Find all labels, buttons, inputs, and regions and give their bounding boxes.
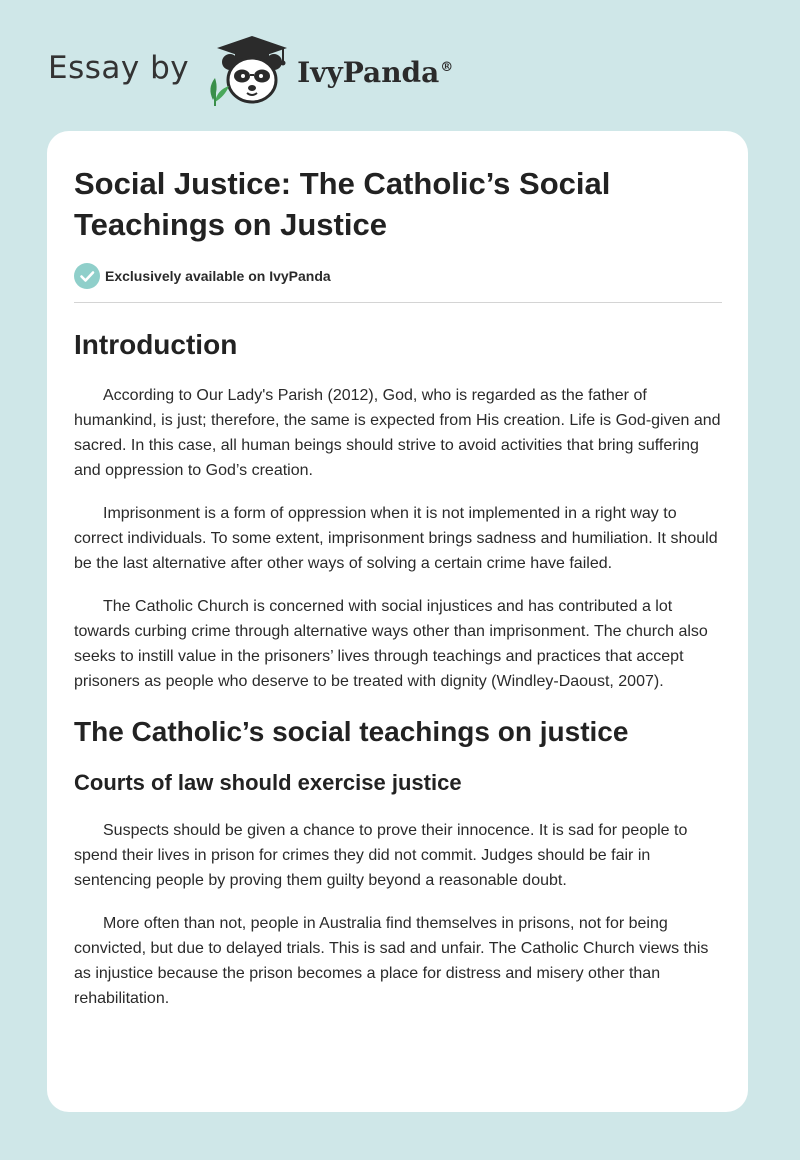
paragraph: Imprisonment is a form of oppression when it is not implemented in a right way to correct individuals. To some extent, imprisonment brings sadness and humiliation. It should be the last alternative after other ways of solving a certain crime have failed. — [74, 505, 718, 572]
paragraph: The Catholic Church is concerned with social injustices and has contributed a lot towards curbing crime through alternative ways other than imprisonment. The church also seeks to instill value in the prisoners’ lives through teachings and practices that accept prisoners as people who deserve to be treated with dignity (Windley-Daoust, 2007). — [74, 598, 708, 690]
title-divider — [74, 302, 722, 303]
section-heading-introduction: Introduction — [74, 329, 238, 360]
essay-title: Social Justice: The Catholic’s Social Teachings on Justice — [74, 166, 611, 242]
subheading-courts-of-law: Courts of law should exercise justice — [74, 770, 462, 795]
exclusive-badge-text: Exclusively available on IvyPanda — [105, 268, 331, 284]
paragraph: Suspects should be given a chance to prove their innocence. It is sad for people to spend their lives in prison for crimes they did not commit. Judges should be fair in sentencing people by proving them guilty beyond a reasonable doubt. — [74, 822, 688, 889]
brand-name — [297, 56, 453, 89]
panda-logo-icon[interactable] — [203, 30, 295, 110]
brand-name-text: IvyPanda — [297, 55, 440, 89]
essay-card — [47, 131, 748, 1112]
paragraph: According to Our Lady's Parish (2012), God, who is regarded as the father of humankind, is just; therefore, the same is expected from His creation. Life is God-given and sacred. In this case, all human beings should strive to avoid activities that bring suffering and oppression to God’s creation. — [74, 387, 721, 479]
paragraph: More often than not, people in Australia find themselves in prisons, not for being convicted, but due to delayed trials. This is sad and unfair. The Catholic Church views this as injustice because the prison becomes a place for distress and misery other than rehabilitation. — [74, 915, 709, 1007]
exclusive-badge — [74, 263, 722, 289]
brand-header — [48, 30, 453, 110]
brand-prefix: Essay by — [48, 50, 190, 86]
checkmark-icon — [74, 263, 100, 289]
registered-mark: ® — [440, 60, 454, 76]
section-heading-teachings: The Catholic’s social teachings on justice — [74, 716, 629, 747]
